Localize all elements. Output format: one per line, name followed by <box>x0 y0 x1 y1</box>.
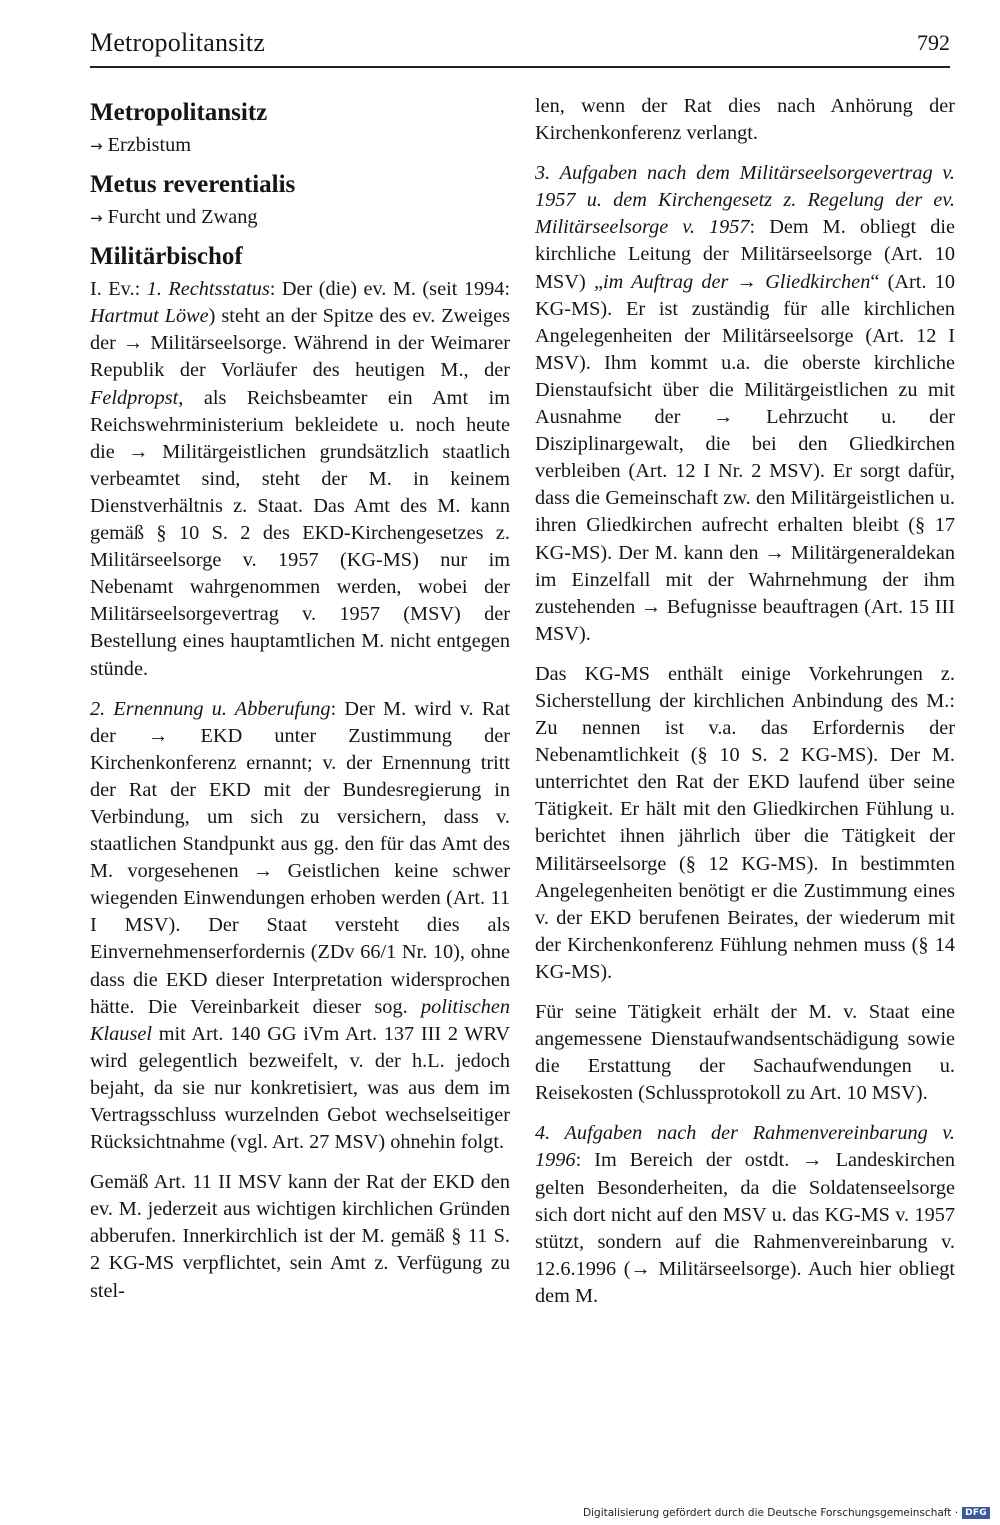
paragraph <box>535 1120 955 1310</box>
lemma-heading: Militärbischof <box>90 243 243 271</box>
paragraph <box>90 276 510 682</box>
paragraph: Das KG-MS enthält einige Vorkehrungen z. Sicherstellung der kirchlichen Anbindung des M.: Zu nennen ist v.a. das Erfordernis der Nebenamtlichkeit (§ 10 S. 2 KG-MS). Der M. unterrichtet den Rat der EKD laufend über seine Tätigkeit. Er hält mit den Gliedkirchen Fühlung u. berichtet ihnen jährlich über die Tätigkeit der Militärseelsorge (§ 12 KG-MS). In bestimmten Angelegenheiten benötigt er die Zustimmung eines v. der EKD berufenen Beirates, der wiederum mit der Kirchenkonferenz Fühlung nehmen muss (§ 14 KG-MS). <box>535 662 955 983</box>
paragraph: len, wenn der Rat dies nach Anhörung der Kirchenkonferenz verlangt. <box>535 95 955 145</box>
xref-target: Erzbistum <box>107 134 192 156</box>
paragraph: Für seine Tätigkeit erhält der M. v. Staat eine angemessene Dienstaufwandsentschädigung sowie die Erstattung der Sachaufwendungen u. Reisekosten (Schlussprotokoll zu Art. 10 MSV). <box>535 1001 955 1105</box>
lemma-heading: Metus reverentialis <box>90 171 296 199</box>
cross-reference <box>90 132 510 160</box>
italic-run: 2. Ernennung u. Abberufung <box>90 697 331 720</box>
text-run: , als Reichsbeamter ein Amt im Reichswehrministerium bekleidete u. noch heute die → Militärgeistlichen grundsätzlich staatlich verbeamtet sind, steht der M. in keinem Dienstverhältnis z. Staat. Das Amt des M. kann gemäß § 10 S. 2 des EKD-Kirchengesetzes z. Militärseelsorge v. 1957 (KG-MS) nur im Nebenamt wahrgenommen werden, wobei der Militärseelsorgevertrag v. 1957 (MSV) der Bestellung eines hauptamtlichen M. nicht entgegen stünde. <box>90 386 510 680</box>
text-run: : Dem M. obliegt die kirchliche Leitung der Militärseelsorge (Art. 10 MSV) „ <box>535 216 955 293</box>
paragraph: Gemäß Art. 11 II MSV kann der Rat der EKD den ev. M. jederzeit aus wichtigen kirchlichen Gründen abberufen. Innerkirchlich ist der M. gemäß § 11 S. 2 KG-MS verpflichtet, sein Amt z. Verfügung zu stel- <box>90 1171 510 1302</box>
italic-run: im Auftrag der → Gliedkirchen <box>602 270 871 293</box>
dfg-logo: DFG <box>962 1507 990 1519</box>
xref-target: Furcht und Zwang <box>107 206 258 229</box>
italic-run: 1. Rechtsstatus <box>146 278 270 301</box>
credit-text: Digitalisierung gefördert durch die Deutsche Forschungsgemeinschaft · <box>583 1507 959 1519</box>
running-title: Metropolitansitz <box>90 28 266 57</box>
page-number: 792 <box>917 30 950 55</box>
italic-run: 4. Aufgaben nach der Rahmenvereinbarung v. 1996 <box>535 1122 955 1172</box>
lemma-heading: Metropolitansitz <box>90 99 268 126</box>
text-run: ) steht an der Spitze des ev. Zweiges der → Militärseelsorge. Während in der Weimarer Republik der Vorläufer des heutigen M., der <box>90 305 510 382</box>
paragraph <box>535 160 955 648</box>
text-run: : Der M. wird v. Rat der → EKD unter Zustimmung der Kirchenkonferenz ernannt; v. der Ernennung tritt der Rat der EKD mit der Bundesregierung in Verbindung, um sich zu versichern, dass v. staatlichen Standpunkt aus gg. den für das Amt des M. vorgesehenen → Geistlichen keine schwer wiegenden Einwendungen erhoben werden (Art. 11 I MSV). Der Staat versteht dies als Einvernehmenserfordernis (ZDv 66/1 Nr. 10), ohne dass die EKD dieser Interpretation widersprochen hätte. Die Vereinbarkeit dieser sog. <box>90 697 510 1018</box>
text-run: mit Art. 140 GG iVm Art. 137 III 2 WRV wird gelegentlich bezweifelt, v. der h.L. jedoch bejaht, da sie nur konkretisiert, was aus dem im Vertragsschluss wurzelnden Gebot wechselseitiger Rücksichtnahme (vgl. Art. 27 MSV) ohnehin folgt. <box>90 1022 510 1154</box>
text-run: I. Ev.: <box>90 278 147 301</box>
running-header <box>90 22 950 68</box>
text-run: : Im Bereich der ostdt. → Landeskirchen gelten Besonderheiten, da die Soldatenseelsorge sich dort nicht auf den MSV u. das KG-MS v. 1957 stützt, sondern auf die Rahmenvereinbarung v. 12.6.1996 (→ Militärseelsorge). Auch hier obliegt dem M. <box>535 1149 955 1307</box>
arrow-icon: → <box>90 137 103 155</box>
text-run: “ (Art. 10 KG-MS). Er ist zuständig für alle kirchlichen Angelegenheiten der Militärseelsorge (Art. 12 I MSV). Ihm kommt u.a. die oberste kirchliche Dienstaufsicht über die Militärgeistlichen zu mit Ausnahme der → Lehrzucht u. der Disziplinargewalt, die bei den Gliedkirchen verbleiben (Art. 12 I Nr. 2 MSV). Er sorgt dafür, dass die Gemeinschaft zw. den Militärgeistlichen u. ihren Gliedkirchen aufrecht erhalten bleibt (§ 17 KG-MS). Der M. kann den → Militärgeneraldekan im Einzelfall mit der Wahrnehmung der ihm zustehenden → Befugnisse beauftragen (Art. 15 III MSV). <box>535 270 955 645</box>
italic-run: Feldpropst <box>90 386 179 409</box>
arrow-icon: → <box>90 209 103 228</box>
digitization-credit <box>583 1507 990 1519</box>
italic-run: 3. Aufgaben nach dem Militärseelsorgevertrag v. 1957 u. dem Kirchengesetz z. Regelung der ev. Militärseelsorge v. 1957 <box>535 162 955 239</box>
italic-run: politischen Klausel <box>90 995 510 1045</box>
right-column <box>535 93 955 1323</box>
cross-reference <box>90 204 510 232</box>
text-run: : Der (die) ev. M. (seit 1994: <box>269 278 510 301</box>
italic-run: Hartmut Löwe <box>90 305 209 328</box>
left-column <box>90 90 510 1318</box>
paragraph <box>90 696 510 1157</box>
